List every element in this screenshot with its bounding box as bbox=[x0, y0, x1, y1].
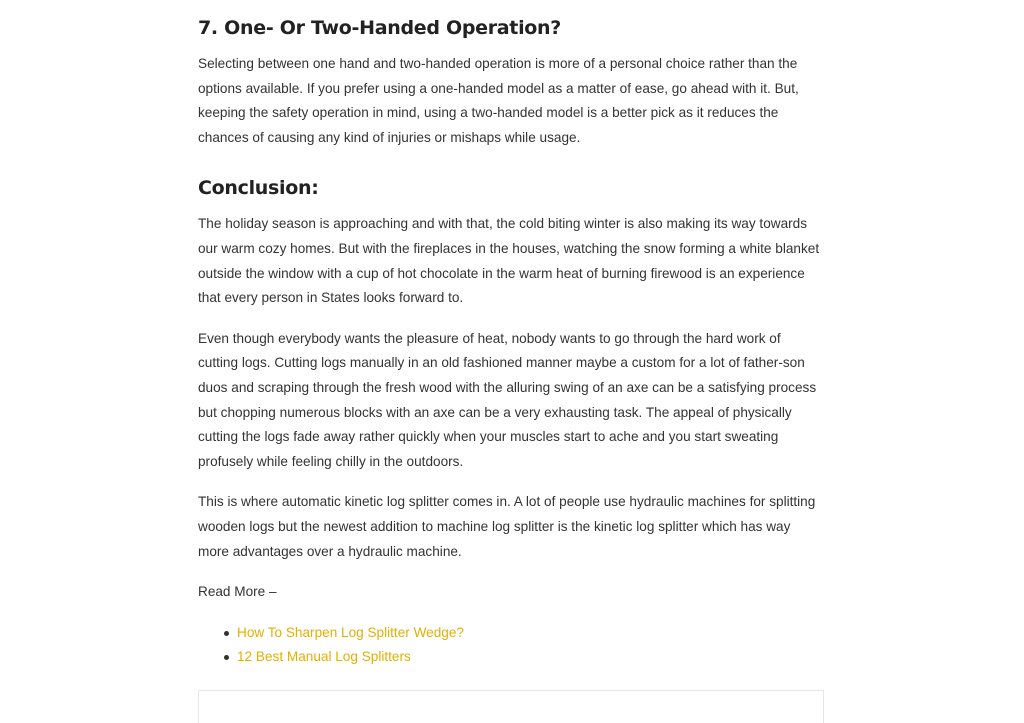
link-best-manual-log-splitters[interactable]: 12 Best Manual Log Splitters bbox=[237, 649, 411, 665]
article-content bbox=[198, 12, 824, 670]
bottom-content-box bbox=[198, 690, 824, 723]
section-heading-one-or-two-handed: 7. One- Or Two-Handed Operation? bbox=[198, 17, 561, 39]
conclusion-paragraph-1: The holiday season is approaching and with that, the cold biting winter is also making its way towards our warm cozy homes. But with the fireplaces in the houses, watching the snow forming a white blanket outside the window with a cup of hot chocolate in the warm heat of burning firewood is an experience that every person in States looks forward to. bbox=[198, 216, 820, 306]
conclusion-paragraph-2: Even though everybody wants the pleasure of heat, nobody wants to go through the hard work of cutting logs. Cutting logs manually in an old fashioned manner maybe a custom for a lot of father-son duos and scraping through the fresh wood with the alluring swing of an axe can be a satisfying process but chopping numerous blocks with an axe can be a very exhausting task. The appeal of physically cutting the logs fade away rather quickly when your muscles start to ache and you start sweating profusely while feeling chilly in the outdoors. bbox=[198, 330, 817, 469]
link-sharpen-log-splitter-wedge[interactable]: How To Sharpen Log Splitter Wedge? bbox=[237, 624, 464, 640]
section-paragraph-one-or-two-handed: Selecting between one hand and two-handed operation is more of a personal choice rather than the options available. If you prefer using a one-handed model as a matter of ease, go ahead with it. But, keeping the safety operation in mind, using a two-handed model is a better pick as it reduces the chances of causing any kind of injuries or mishaps while usage. bbox=[198, 56, 799, 145]
read-more-list bbox=[198, 621, 824, 670]
conclusion-heading: Conclusion: bbox=[198, 177, 319, 200]
read-more-label: Read More – bbox=[198, 584, 277, 600]
list-item bbox=[222, 621, 824, 646]
conclusion-paragraph-3: This is where automatic kinetic log splitter comes in. A lot of people use hydraulic machines for splitting wooden logs but the newest addition to machine log splitter is the kinetic log splitter which has way more advantages over a hydraulic machine. bbox=[198, 494, 816, 559]
list-item bbox=[222, 645, 824, 670]
